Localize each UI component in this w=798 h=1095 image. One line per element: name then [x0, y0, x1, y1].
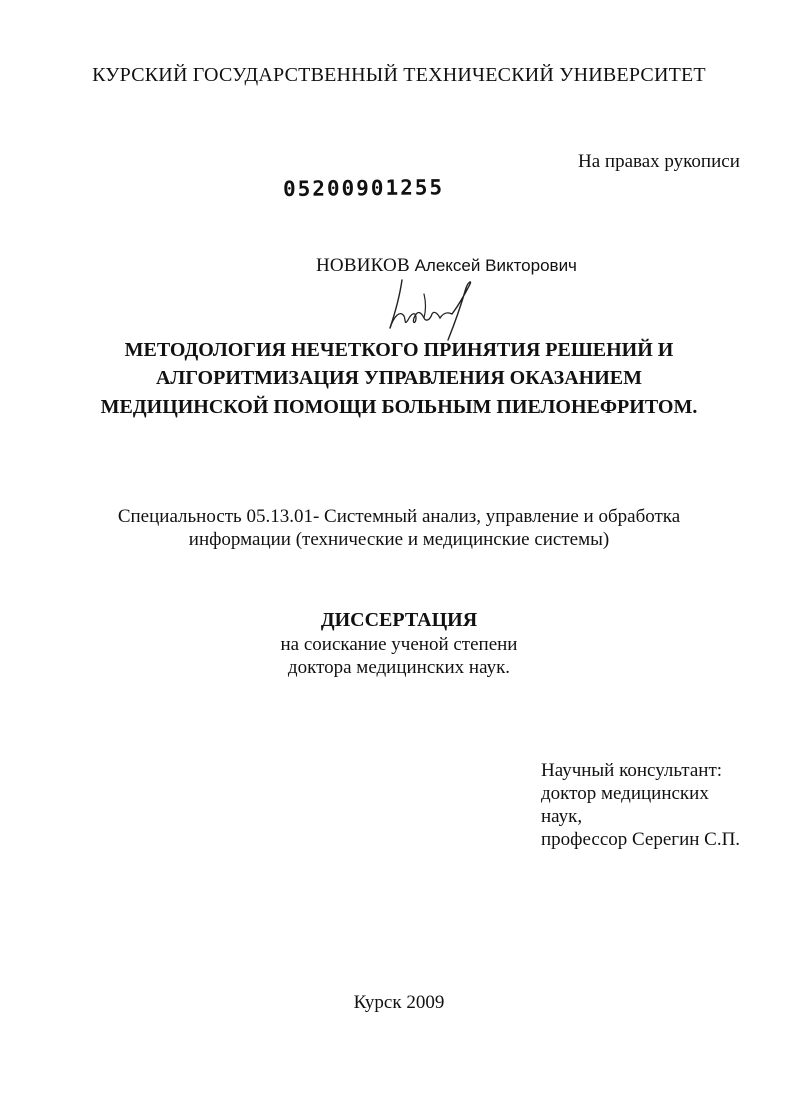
dissertation-title-line-1: МЕТОДОЛОГИЯ НЕЧЕТКОГО ПРИНЯТИЯ РЕШЕНИЙ И [124, 339, 674, 361]
city-year: Курск 2009 [353, 992, 445, 1013]
specialty-line-1: Специальность 05.13.01- Системный анализ, управление и обработка [117, 506, 681, 527]
dissertation-heading: ДИССЕРТАЦИЯ [320, 609, 478, 631]
dissertation-title-line-3: МЕДИЦИНСКОЙ ПОМОЩИ БОЛЬНЫМ ПИЕЛОНЕФРИТОМ. [100, 396, 698, 418]
dissertation-title-line-2: АЛГОРИТМИЗАЦИЯ УПРАВЛЕНИЯ ОКАЗАНИЕМ [155, 367, 642, 389]
manuscript-rights-note: На правах рукописи [578, 151, 740, 172]
author-name [316, 255, 577, 277]
author-surname: НОВИКОВ [316, 255, 410, 276]
archive-stamp-number: 05200901255 [282, 175, 445, 201]
author-given-names: Алексей Викторович [414, 256, 577, 275]
degree-line-2: доктора медицинских наук. [287, 657, 511, 678]
degree-line-1: на соискание ученой степени [280, 634, 518, 655]
consultant-degree-line-1: доктор медицинских [541, 783, 709, 804]
consultant-name: профессор Серегин С.П. [541, 829, 741, 850]
consultant-degree-line-2: наук, [541, 806, 583, 827]
consultant-label: Научный консультант: [541, 760, 723, 781]
specialty-line-2: информации (технические и медицинские системы) [188, 529, 610, 550]
author-signature [386, 276, 478, 342]
university-name: КУРСКИЙ ГОСУДАРСТВЕННЫЙ ТЕХНИЧЕСКИЙ УНИВЕРСИТЕТ [92, 64, 706, 86]
